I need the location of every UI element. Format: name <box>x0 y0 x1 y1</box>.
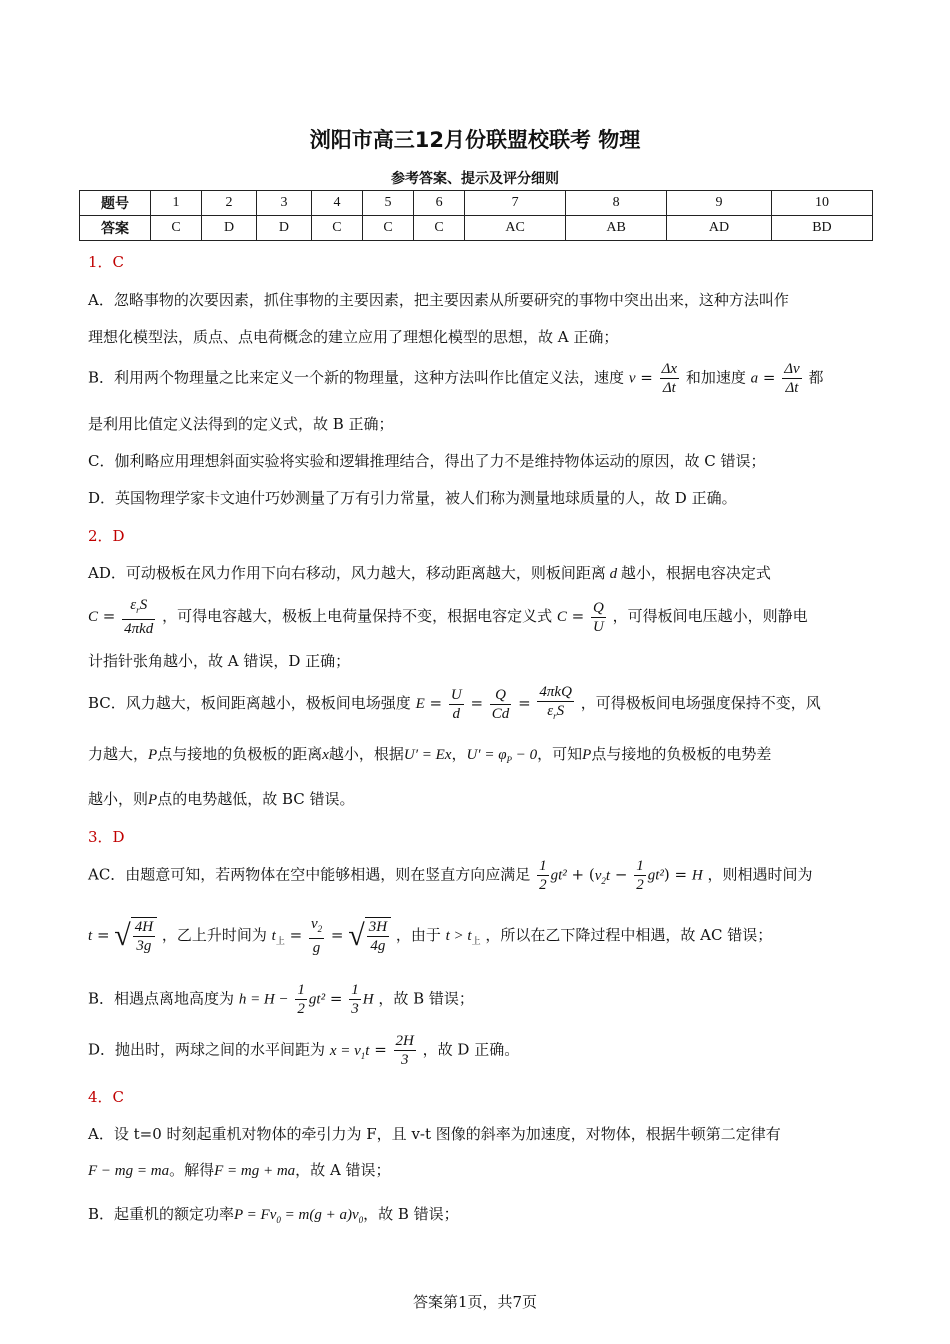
q3-heading: 3．D <box>88 828 125 846</box>
q2-bc-line1: BC．风力越大，板间距离越小，极板间电场强度 E = $\frac{U}{d}$ = $\frac{Q}{Cd}$ = $\frac{\text{4πkQ}}{\varepsilon_rS}$ ，可得极板间电场强度保持不变，风 <box>88 683 821 725</box>
q3-option-d: D．抛出时，两球之间的水平间距为 $x = v_1t$ = $\frac{2H}{3}$ ，故 D 正确。 <box>88 1033 520 1068</box>
page-subtitle: 参考答案、提示及评分细则 <box>391 171 559 187</box>
formula-capacitance: $\frac{\varepsilon_rS}{\text{4πkd}}$ <box>124 597 154 637</box>
table-cell: 4 <box>311 191 362 216</box>
q4-heading: 4．C <box>88 1088 125 1106</box>
q4-option-b: B．起重机的额定功率$P = Fv_0 = m(g + a)v_0$，故 B 错误； <box>88 1205 459 1225</box>
table-row-answers <box>80 216 873 241</box>
table-cell: D <box>202 216 257 241</box>
q3-ac-line2: t = √ $\frac{4H}{3g}$ ，乙上升时间为 $t_上$ = $\frac{v_2}{g}$ = √ $\frac{3H}{4g}$ ，由于 $t > t_上$ ，所以在乙下降过程中相遇，故 AC 错误； <box>88 916 773 956</box>
formula-meet-time: √ $\frac{4H}{3g}$ <box>114 917 157 955</box>
table-cell: C <box>311 216 362 241</box>
formula-velocity: $\frac{\Delta x}{\Delta t}$ <box>661 361 678 396</box>
table-cell: 6 <box>414 191 465 216</box>
page-title: 浏阳市高三12月份联盟校联考 物理 <box>309 128 641 152</box>
table-cell: 1 <box>151 191 202 216</box>
table-cell: AC <box>465 216 566 241</box>
q2-ad-line2: C = $\frac{\varepsilon_rS}{\text{4πkd}}$ ，可得电容越大，极板上电荷量保持不变，根据电容定义式 C = $\frac{Q}{U}$ ，可得板间电压越小，则静电 <box>88 597 808 637</box>
table-cell: AB <box>566 216 667 241</box>
q1-option-d: D．英国物理学家卡文迪什巧妙测量了万有引力常量，被人们称为测量地球质量的人，故 D 正确。 <box>88 489 737 507</box>
page-footer: 答案第1页，共7页 <box>412 1293 538 1311</box>
table-cell: AD <box>667 216 772 241</box>
table-cell: 7 <box>465 191 566 216</box>
table-cell: 5 <box>362 191 413 216</box>
q2-ad-line3: 计指针张角越小，故 A 错误，D 正确； <box>88 652 351 670</box>
formula-capacitance-def: $\frac{Q}{U}$ <box>593 599 604 635</box>
row-label-answer: 答案 <box>80 216 151 241</box>
q1-option-b-line1: B．利用两个物理量之比来定义一个新的物理量，这种方法叫作比值定义法，速度 v = $\frac{\Delta x}{\Delta t}$ 和加速度 a = $\frac{\Delta v}{\Delta t}$ 都 <box>88 361 824 396</box>
table-cell: 3 <box>256 191 311 216</box>
q2-bc-line2: 力越大，P点与接地的负极板的距离x越小，根据U′ = Ex，$U' = \varphi_P - 0$，可知P点与接地的负极板的电势差 <box>88 745 772 765</box>
row-label-number: 题号 <box>80 191 151 216</box>
q4-option-a-line2: F − mg = ma。解得F = mg + ma，故 A 错误； <box>88 1161 391 1179</box>
table-cell: C <box>362 216 413 241</box>
table-cell: 8 <box>566 191 667 216</box>
table-row-numbers <box>80 191 873 216</box>
table-cell: D <box>256 216 311 241</box>
q1-heading: 1．C <box>88 253 125 271</box>
q4-option-a-line1: A．设 t=0 时刻起重机对物体的牵引力为 F，且 v-t 图像的斜率为加速度，对物体，根据牛顿第二定律有 <box>88 1125 781 1143</box>
formula-field: $\frac{\text{4πkQ}}{\varepsilon_rS}$ <box>539 684 572 721</box>
q1-option-c: C．伽利略应用理想斜面实验将实验和逻辑推理结合，得出了力不是维持物体运动的原因，故 C 错误； <box>88 452 766 470</box>
formula-acceleration: $\frac{\Delta v}{\Delta t}$ <box>784 361 800 396</box>
q1-option-a-line1: A．忽略事物的次要因素，抓住事物的主要因素，把主要因素从所要研究的事物中突出出来，这种方法叫作 <box>88 291 789 309</box>
q2-bc-line3: 越小，则P点的电势越低，故 BC 错误。 <box>88 790 355 808</box>
q2-heading: 2．D <box>88 527 125 545</box>
table-cell: 2 <box>202 191 257 216</box>
answer-table <box>79 190 873 241</box>
q1-option-a-line2: 理想化模型法，质点、点电荷概念的建立应用了理想化模型的思想，故 A 正确； <box>88 328 619 346</box>
table-cell: 10 <box>771 191 872 216</box>
table-cell: C <box>151 216 202 241</box>
q2-ad-line1: AD．可动极板在风力作用下向右移动，风力越大，移动距离越大，则板间距离 d 越小，根据电容决定式 <box>88 564 771 582</box>
q3-option-b: B．相遇点离地高度为 h = H − $\frac{1}{2}$ gt² = $\frac{1}{3}$ H ，故 B 错误； <box>88 982 474 1017</box>
table-cell: C <box>414 216 465 241</box>
q1-option-b-line2: 是利用比值定义法得到的定义式，故 B 正确； <box>88 415 394 433</box>
q3-ac-line1: AC．由题意可知，若两物体在空中能够相遇，则在竖直方向应满足 $\frac{1}{2}$ $gt^2 + (v_2t$ − $\frac{1}{2}$ gt²) = H ，则相遇时间为 <box>88 858 813 893</box>
table-cell: BD <box>771 216 872 241</box>
table-cell: 9 <box>667 191 772 216</box>
